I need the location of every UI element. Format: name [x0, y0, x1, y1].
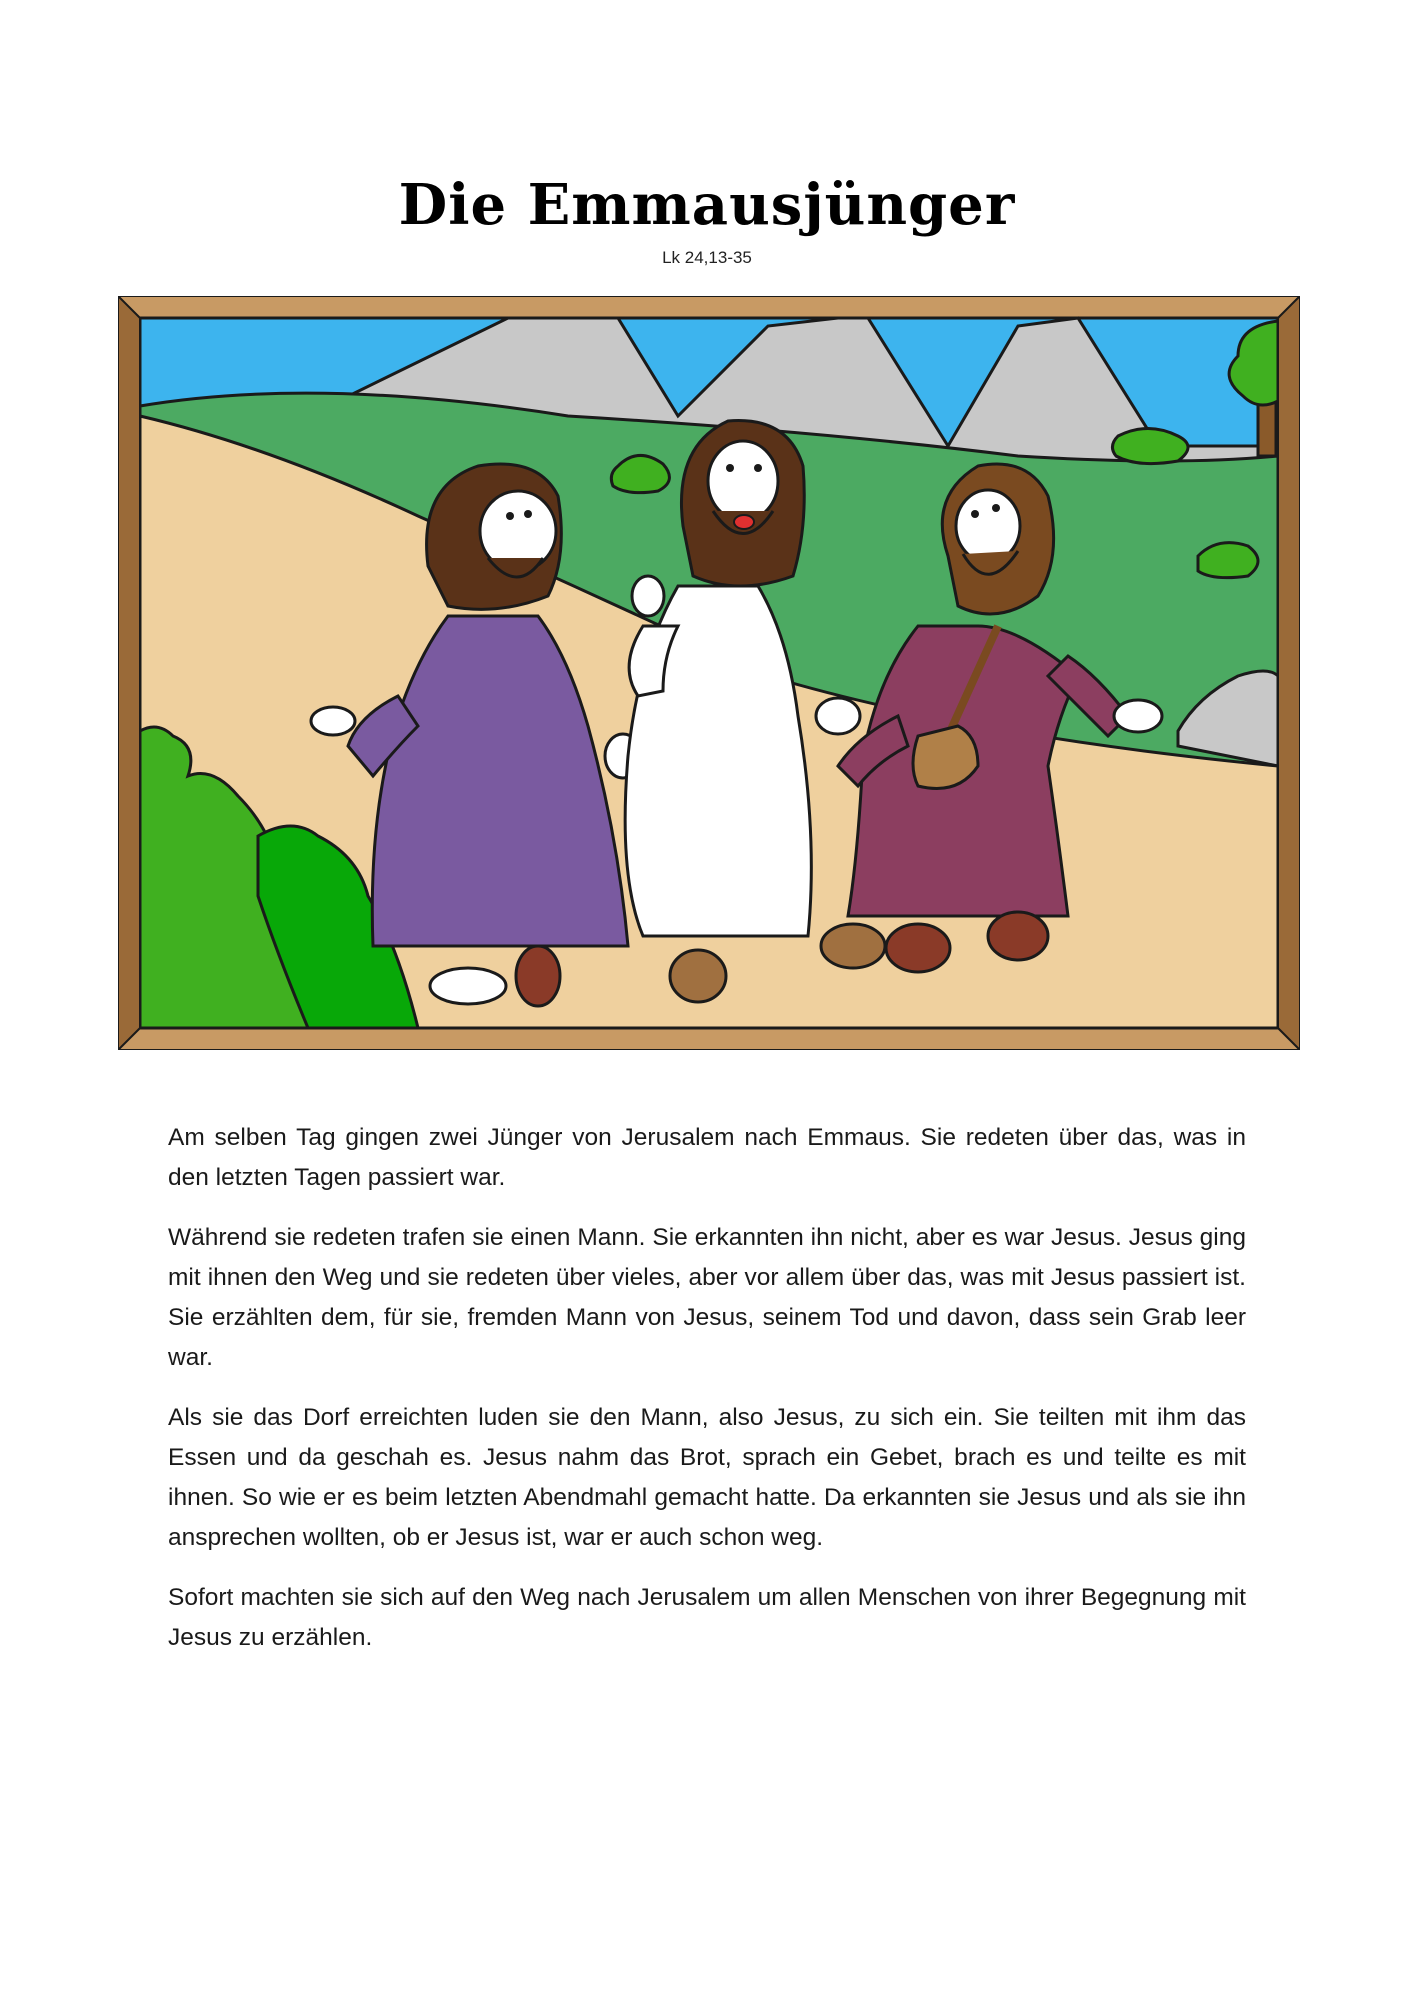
paragraph: Als sie das Dorf erreichten luden sie den Mann, also Jesus, zu sich ein. Sie teilten mit ihm das Essen und da geschah es. Jesus nahm das Brot, sprach ein Gebet, brach es und teilte es mit ihnen. So wie er es beim letzten Abendmahl gemacht hatte. Da erkannten sie Jesus und als sie ihn ansprechen wollten, ob er Jesus ist, war er auch schon weg.: [168, 1404, 1246, 1551]
page-title: Die Emmausjünger: [398, 172, 1016, 238]
paragraph: Am selben Tag gingen zwei Jünger von Jerusalem nach Emmaus. Sie redeten über das, was in den letzten Tagen passiert war.: [168, 1124, 1246, 1191]
illustration: [118, 296, 1300, 1050]
illustration-frame: [118, 296, 1300, 1050]
paragraph: Während sie redeten trafen sie einen Mann. Sie erkannten ihn nicht, aber es war Jesus. Jesus ging mit ihnen den Weg und sie redeten über vieles, aber vor allem über das, was mit Jesus passiert ist. Sie erzählten dem, für sie, fremden Mann von Jesus, seinem Tod und davon, dass sein Grab leer war.: [168, 1224, 1246, 1371]
scene: [140, 318, 1278, 1028]
bible-reference: Lk 24,13-35: [662, 248, 752, 267]
paragraph: Sofort machten sie sich auf den Weg nach Jerusalem um allen Menschen von ihrer Begegnung mit Jesus zu erzählen.: [168, 1584, 1246, 1651]
story-text: [168, 1118, 1246, 1678]
